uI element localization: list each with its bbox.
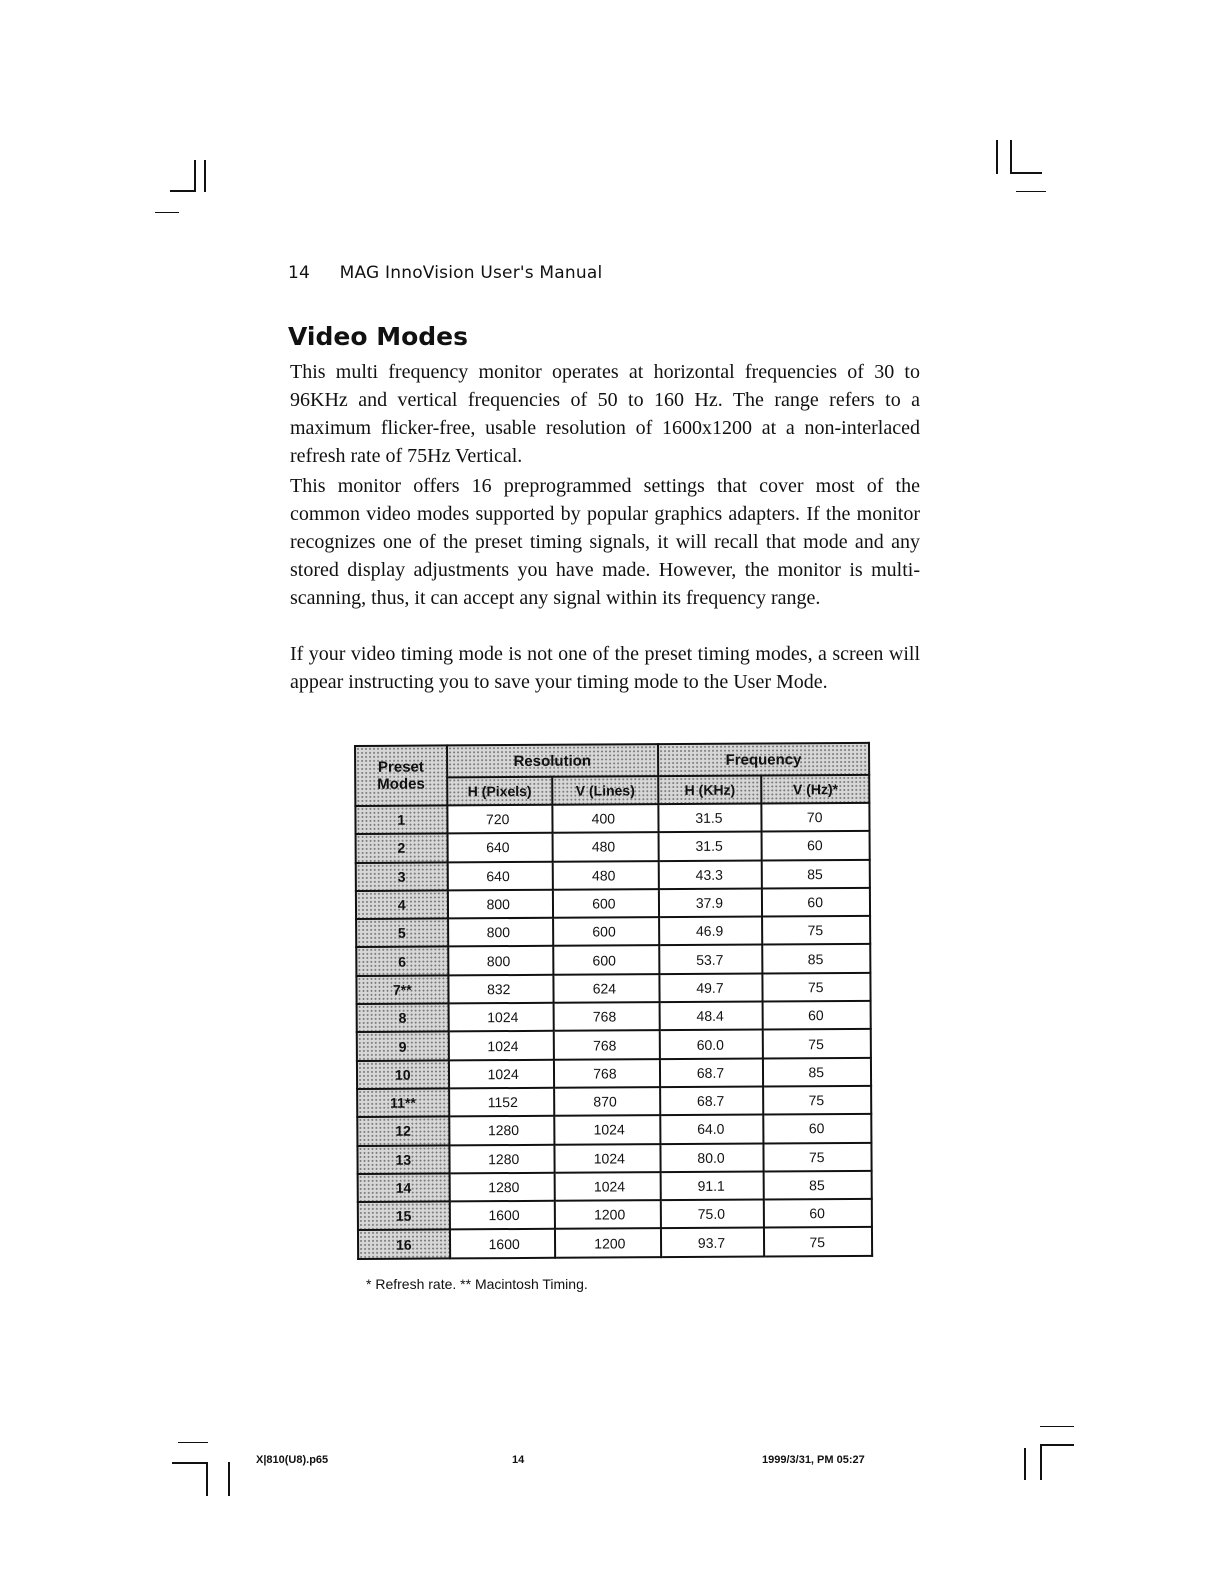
h-pixels-cell: 720 xyxy=(447,805,553,834)
v-hz-cell: 85 xyxy=(764,1171,872,1200)
h-khz-cell: 64.0 xyxy=(660,1115,764,1144)
table-row xyxy=(356,973,870,1004)
v-lines-cell: 600 xyxy=(553,917,659,946)
v-lines-cell: 768 xyxy=(554,1031,660,1060)
preset-mode-cell: 11** xyxy=(357,1088,449,1117)
paragraph-intro: This multi frequency monitor operates at horizontal frequencies of 30 to 96KHz and vertical frequencies of 50 to 160 Hz. The range refers to a maximum flicker-free, usable resolution of 1600x1200 at a non-interlaced refresh rate of 75Hz Vertical. xyxy=(290,361,920,467)
v-hz-cell: 85 xyxy=(763,944,871,973)
h-khz-cell: 68.7 xyxy=(660,1086,764,1115)
h-pixels-cell: 1280 xyxy=(449,1173,555,1202)
preset-mode-cell: 2 xyxy=(356,834,448,863)
v-lines-cell: 1200 xyxy=(555,1229,661,1258)
h-pixels-cell: 1024 xyxy=(448,1003,554,1032)
v-hz-cell: 75 xyxy=(764,1086,872,1115)
table-row xyxy=(356,888,870,919)
v-lines-cell: 1024 xyxy=(555,1144,661,1173)
table-row xyxy=(356,831,870,862)
table-row xyxy=(358,1171,872,1202)
footer-filename: X|810(U8).p65 xyxy=(256,1454,329,1466)
h-khz-cell: 91.1 xyxy=(660,1171,764,1200)
table-row xyxy=(357,1114,871,1145)
v-hz-cell: 60 xyxy=(762,831,870,860)
frequency-header: Frequency xyxy=(658,743,869,776)
h-pixels-cell: 640 xyxy=(447,833,553,862)
h-pixels-cell: 832 xyxy=(448,975,554,1004)
h-khz-cell: 31.5 xyxy=(658,832,762,861)
h-pixels-cell: 1024 xyxy=(448,1031,554,1060)
h-pixels-header: H (Pixels) xyxy=(447,777,553,806)
preset-modes-header-line1: Preset xyxy=(377,758,424,776)
preset-modes-header xyxy=(355,745,447,806)
video-modes-table xyxy=(354,742,873,1260)
h-khz-cell: 49.7 xyxy=(659,973,763,1002)
h-khz-cell: 37.9 xyxy=(659,888,763,917)
preset-mode-cell: 14 xyxy=(358,1173,450,1202)
video-modes-table-container xyxy=(354,742,877,1260)
v-lines-cell: 768 xyxy=(554,1059,660,1088)
v-hz-cell: 75 xyxy=(764,1227,872,1256)
table-row xyxy=(356,916,870,947)
preset-mode-cell: 3 xyxy=(356,862,448,891)
table-row xyxy=(358,1227,872,1258)
preset-mode-cell: 16 xyxy=(358,1230,450,1259)
h-pixels-cell: 800 xyxy=(448,946,554,975)
table-row xyxy=(355,803,869,834)
preset-mode-cell: 4 xyxy=(356,890,448,919)
table-row xyxy=(356,859,870,890)
table-row xyxy=(357,1142,871,1173)
v-lines-cell: 400 xyxy=(553,804,659,833)
v-lines-cell: 624 xyxy=(554,974,660,1003)
v-lines-cell: 768 xyxy=(554,1002,660,1031)
h-pixels-cell: 1280 xyxy=(449,1116,555,1145)
paragraph-user-mode: If your video timing mode is not one of the preset timing modes, a screen will appear instructing you to save your timing mode to the User Mode. xyxy=(290,643,920,693)
v-lines-cell: 1024 xyxy=(555,1172,661,1201)
table-row xyxy=(357,1086,871,1117)
h-khz-cell: 48.4 xyxy=(659,1002,763,1031)
v-hz-cell: 85 xyxy=(763,1058,871,1087)
v-lines-cell: 1200 xyxy=(555,1200,661,1229)
h-khz-cell: 53.7 xyxy=(659,945,763,974)
v-hz-header: V (Hz)* xyxy=(762,775,870,804)
v-lines-cell: 1024 xyxy=(554,1115,660,1144)
v-lines-header: V (Lines) xyxy=(552,776,658,805)
v-lines-cell: 480 xyxy=(553,861,659,890)
v-lines-cell: 870 xyxy=(554,1087,660,1116)
h-pixels-cell: 1600 xyxy=(449,1201,555,1230)
h-khz-cell: 31.5 xyxy=(658,804,762,833)
v-hz-cell: 75 xyxy=(763,973,871,1002)
preset-mode-cell: 1 xyxy=(355,805,447,834)
preset-mode-cell: 12 xyxy=(357,1117,449,1146)
h-pixels-cell: 800 xyxy=(448,918,554,947)
v-hz-cell: 75 xyxy=(762,916,870,945)
v-hz-cell: 60 xyxy=(764,1114,872,1143)
v-lines-cell: 600 xyxy=(553,889,659,918)
preset-mode-cell: 7** xyxy=(356,975,448,1004)
h-pixels-cell: 1152 xyxy=(449,1088,555,1117)
running-header xyxy=(288,263,602,283)
v-hz-cell: 70 xyxy=(762,803,870,832)
preset-modes-header-line2: Modes xyxy=(377,775,425,793)
resolution-header: Resolution xyxy=(447,744,658,777)
preset-mode-cell: 13 xyxy=(357,1145,449,1174)
v-lines-cell: 600 xyxy=(553,946,659,975)
v-hz-cell: 60 xyxy=(764,1199,872,1228)
h-khz-cell: 68.7 xyxy=(660,1058,764,1087)
preset-mode-cell: 15 xyxy=(358,1202,450,1231)
preset-mode-cell: 10 xyxy=(357,1060,449,1089)
h-pixels-cell: 1600 xyxy=(450,1229,556,1258)
h-khz-cell: 93.7 xyxy=(661,1228,765,1257)
table-row xyxy=(358,1199,872,1230)
v-hz-cell: 75 xyxy=(763,1029,871,1058)
h-pixels-cell: 1024 xyxy=(448,1059,554,1088)
table-footnote: * Refresh rate. ** Macintosh Timing. xyxy=(366,1276,588,1292)
header-manual-title: MAG InnoVision User's Manual xyxy=(339,263,603,283)
preset-mode-cell: 6 xyxy=(356,947,448,976)
h-pixels-cell: 640 xyxy=(447,861,553,890)
paragraph-preset-modes: This monitor offers 16 preprogrammed settings that cover most of the common video modes supported by popular graphics adapters. If the monitor recognizes one of the preset timing signals, it will recall that mode and any stored display adjustments you have made. However, the monitor is multi-scanning, thus, it can accept any signal within its frequency range. xyxy=(290,475,920,609)
table-row xyxy=(357,1001,871,1032)
v-hz-cell: 75 xyxy=(764,1142,872,1171)
h-khz-cell: 80.0 xyxy=(660,1143,764,1172)
preset-mode-cell: 8 xyxy=(357,1004,449,1033)
header-page-number: 14 xyxy=(288,263,311,283)
video-modes-table-body xyxy=(355,803,872,1259)
v-hz-cell: 85 xyxy=(762,859,870,888)
h-khz-cell: 75.0 xyxy=(661,1200,765,1229)
table-row xyxy=(356,944,870,975)
preset-mode-cell: 5 xyxy=(356,919,448,948)
preset-mode-cell: 9 xyxy=(357,1032,449,1061)
footer-page-number: 14 xyxy=(512,1454,525,1466)
h-khz-cell: 46.9 xyxy=(659,917,763,946)
v-hz-cell: 60 xyxy=(763,1001,871,1030)
table-row xyxy=(357,1058,871,1089)
h-pixels-cell: 800 xyxy=(447,890,553,919)
h-pixels-cell: 1280 xyxy=(449,1144,555,1173)
v-lines-cell: 480 xyxy=(553,832,659,861)
h-khz-cell: 60.0 xyxy=(660,1030,764,1059)
table-row xyxy=(357,1029,871,1060)
v-hz-cell: 60 xyxy=(762,888,870,917)
footer-datetime: 1999/3/31, PM 05:27 xyxy=(762,1454,865,1466)
h-khz-header: H (KHz) xyxy=(658,776,762,805)
h-khz-cell: 43.3 xyxy=(659,860,763,889)
page-title: Video Modes xyxy=(288,322,468,351)
